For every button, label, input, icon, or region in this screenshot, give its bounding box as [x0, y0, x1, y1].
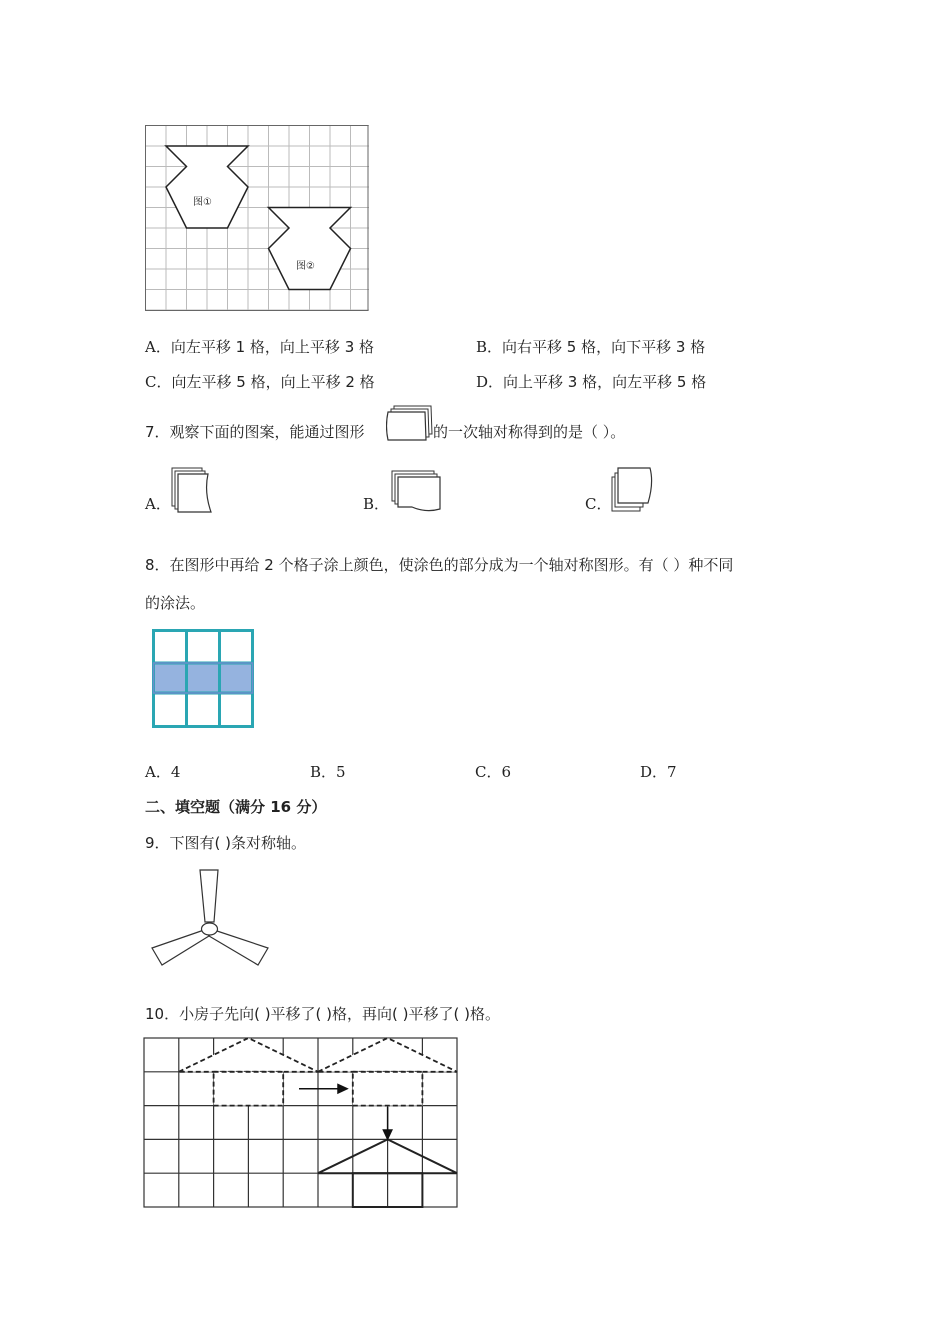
fig2-label: 图② [296, 261, 315, 272]
q8-option-a[interactable]: A．4 [145, 763, 181, 781]
q10-house-grid [143, 1037, 459, 1209]
section-2-title: 二、填空题（满分 16 分） [145, 798, 327, 816]
option-text: 向左平移 1 格，向上平移 3 格 [170, 338, 375, 356]
q6-option-c[interactable] [145, 372, 375, 392]
q6-option-b[interactable] [476, 337, 705, 357]
option-letter: D． [476, 373, 504, 391]
q7-option-a-shape[interactable] [170, 466, 214, 516]
option-text: 向左平移 5 格，向上平移 2 格 [171, 373, 375, 391]
option-text: 向上平移 3 格，向左平移 5 格 [503, 373, 707, 391]
q9-fan-figure [148, 868, 272, 968]
q6-grid-figure [145, 125, 369, 312]
option-text: 向右平移 5 格，向下平移 3 格 [502, 338, 706, 356]
q7-reference-shape [386, 404, 434, 442]
option-letter: B． [476, 338, 503, 356]
fig1-label: 图① [193, 197, 212, 208]
q8-grid [152, 629, 254, 728]
q6-option-a[interactable] [145, 337, 374, 357]
q7-suffix: 的一次轴对称得到的是（ ）。 [433, 423, 626, 441]
q7-option-c[interactable]: C． [585, 495, 612, 513]
q7-option-c-shape[interactable] [610, 465, 656, 515]
q8-option-d[interactable]: D．7 [640, 763, 677, 781]
q8-line2: 的涂法。 [145, 594, 206, 612]
q9-text: 9．下图有( )条对称轴。 [145, 834, 307, 852]
q7-option-b-shape[interactable] [390, 469, 444, 513]
option-letter: A． [145, 338, 171, 356]
vase-shape-2 [269, 208, 351, 290]
q10-text: 10．小房子先向( )平移了( )格，再向( )平移了( )格。 [145, 1005, 500, 1023]
q7-option-b[interactable]: B． [363, 495, 390, 513]
q8-line1: 8．在图形中再给 2 个格子涂上颜色，使涂色的部分成为一个轴对称图形。有（ ）种不同 [145, 556, 734, 574]
option-letter: C． [145, 373, 172, 391]
q7-prefix: 7．观察下面的图案，能通过图形 [145, 423, 365, 441]
q8-option-b[interactable]: B．5 [310, 763, 346, 781]
q6-option-d[interactable] [476, 372, 706, 392]
q7-option-a[interactable]: A． [145, 495, 171, 513]
q8-option-c[interactable]: C．6 [475, 763, 512, 781]
vase-shape-1 [166, 146, 248, 228]
